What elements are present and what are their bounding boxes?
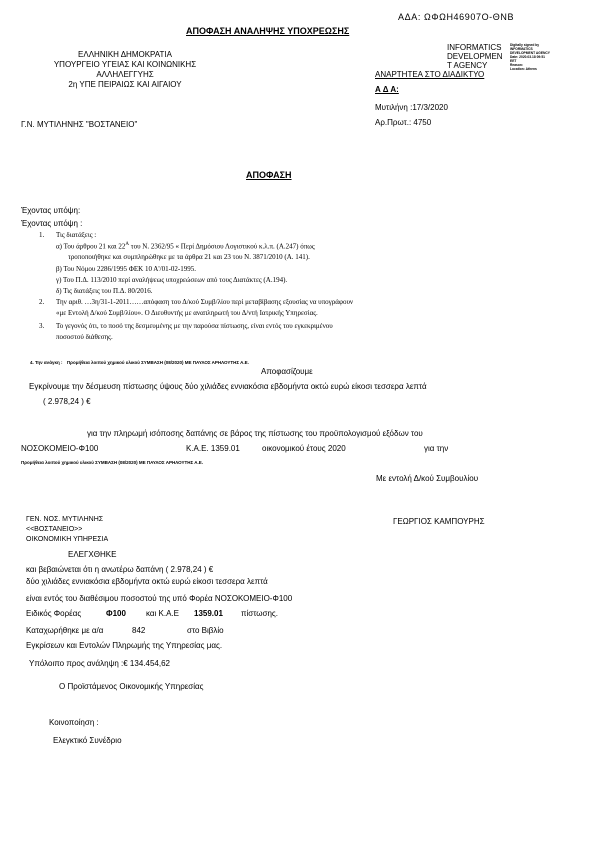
budget-year: οικονομικού έτους 2020 <box>262 444 346 453</box>
list-number: 3. <box>39 322 45 330</box>
we-decide-label: Αποφασίζουμε <box>261 367 313 376</box>
stamp-line: INFORMATICS <box>447 43 502 52</box>
org-line: ΕΛΛΗΝΙΚΗ ΔΗΜΟΚΡΑΤΙΑ <box>78 50 172 59</box>
registry-number: 842 <box>132 626 146 635</box>
stamp-detail: Location: Athens <box>510 67 537 71</box>
stamp-detail: EET <box>510 59 517 63</box>
stamp-detail: Digitally signed by <box>510 43 540 47</box>
kae-value: 1359.01 <box>194 609 223 618</box>
special-bearer-value: Φ100 <box>106 609 126 618</box>
organization-block <box>20 50 230 90</box>
ada-top: ΑΔΑ: ΩΦΩΗ46907Ο-ΘΝΒ <box>398 12 515 22</box>
stamp-details <box>510 43 550 71</box>
budget-bearer: ΝΟΣΟΚΟΜΕΙΟ-Φ100 <box>21 444 99 453</box>
considering-label: Έχοντας υπόψη: <box>21 206 81 215</box>
financial-org-line: ΟΙΚΟΝΟΜΙΚΗ ΥΠΗΡΕΣΙΑ <box>26 536 109 543</box>
org-line: 2η ΥΠΕ ΠΕΙΡΑΙΩΣ ΚΑΙ ΑΙΓΑΙΟΥ <box>68 80 182 89</box>
anartitea-label: ΑΝΑΡΤΗΤΕΑ ΣΤΟ ΔΙΑΔΙΚΤΥΟ <box>375 70 485 79</box>
purpose-label: για την <box>424 444 449 453</box>
list-item-title: Τις διατάξεις : <box>56 231 97 239</box>
book-label: στο Βιβλίο <box>187 626 224 635</box>
certification-text: και βεβαιώνεται ότι η ανωτέρω δαπάνη ( 2.978,24 ) € <box>26 565 214 574</box>
approvals-book-text: Εγκρίσεων και Εντολών Πληρωμής της Υπηρεσίας μας. <box>26 641 223 650</box>
credit-label: πίστωσης. <box>241 609 278 618</box>
list-item-text: «με Εντολή Δ/κού Συμβ/λίου». Ο Διευθυντής με αναπληρωτή του Δ/ντή Ιατρικής Υπηρεσίας. <box>56 309 318 317</box>
document-title: ΑΠΟΦΑΣΗ ΑΝΑΛΗΨΗΣ ΥΠΟΧΡΕΩΣΗΣ <box>186 26 350 36</box>
checked-label: ΕΛΕΓΧΘΗΚΕ <box>68 550 117 559</box>
stamp-detail: Date: 2020.03.18 09:51 <box>510 55 546 59</box>
sub-item-b: β) Του Νόμου 2286/1995 ΦΕΚ 10 Α'/01-02-1995. <box>56 265 196 273</box>
stamp-detail: DEVELOPMENT AGENCY <box>510 51 550 55</box>
decision-title: ΑΠΟΦΑΣΗ <box>246 170 292 180</box>
superscript: Α <box>125 242 129 247</box>
remaining-label: Υπόλοιπο προς ανάληψη :€ <box>29 659 128 668</box>
sub-item-d: δ) Τις διατάξεις του Π.Δ. 80/2016. <box>56 287 153 295</box>
remaining-value: 134.454,62 <box>129 659 170 668</box>
list-item-text: Το γεγονός ότι, το ποσό της δεσμευμένης με την παρούσα πίστωσης, είναι εντός του εγκεκριμένου <box>56 322 333 330</box>
list-number: 2. <box>39 298 45 306</box>
need-label: 4. Την ανάγκη : <box>30 360 63 365</box>
special-bearer-label: Ειδικός Φορέας <box>26 609 82 618</box>
stamp-detail: INFORMATICS <box>510 47 533 51</box>
ada-label: Α Δ Α: <box>375 85 399 94</box>
financial-org-line: ΓΕΝ. ΝΟΣ. ΜΥΤΙΛΗΝΗΣ <box>26 516 104 523</box>
board-order: Με εντολή Δ/κού Συμβουλίου <box>376 474 479 483</box>
list-number: 1. <box>39 231 45 239</box>
sub-item-a <box>56 242 315 250</box>
amount-in-words: δύο χιλιάδες εννιακόσια εβδομήντα οκτώ ευρώ είκοσι τεσσερα λεπτά <box>26 577 268 586</box>
stamp-line: DEVELOPMEN <box>447 52 503 61</box>
hospital-name: Γ.Ν. ΜΥΤΙΛΗΝΗΣ "ΒΟΣΤΑΝΕΙΟ" <box>21 120 138 129</box>
need-line <box>30 351 249 369</box>
payment-text: για την πληρωμή ισόποσης δαπάνης σε βάρος της πίστωσης του προϋπολογισμού εξόδων του <box>87 429 423 438</box>
financial-org-line: <<ΒΟΣΤΑΝΕΙΟ>> <box>26 526 83 533</box>
signer-name: ΓΕΩΡΓΙΟΣ ΚΑΜΠΟΥΡΗΣ <box>393 517 485 526</box>
sub-item-a-text: του Ν. 2362/95 « Περί Δημόσιου Λογιστικού κ.λ.π. (Α.247) όπως <box>130 242 315 251</box>
approval-amount: ( 2.978,24 ) € <box>43 397 91 406</box>
purpose-text: Προμήθεια λοιπού χημικού υλικού ΣΥΜΒΑΣΗ (08/2020) ΜΕ ΠΑΥΛΟΣ ΑΡΗΛΟΥΤΗΣ Α.Ε. <box>21 460 203 465</box>
protocol-number: Αρ.Πρωτ.: 4750 <box>375 118 432 127</box>
org-line: ΑΛΛΗΛΕΓΓΥΗΣ <box>96 70 154 79</box>
sub-item-a-continuation: τροποποιήθηκε και συμπληρώθηκε με τα άρθρα 21 και 23 του Ν. 3871/2010 (Α. 141). <box>68 253 310 261</box>
list-item-text: Την αριθ. …3η/31-1-2011……απόφαση του Δ/κού Συμβ/λίου περί μεταβίβασης εξουσίας να υπογράφουν <box>56 298 354 306</box>
availability-text: είναι εντός του διαθέσιμου ποσοστού της υπό Φορέα ΝΟΣΟΚΟΜΕΙΟ-Φ100 <box>26 594 293 603</box>
stamp-detail: Reason: <box>510 63 524 67</box>
considering-label: Έχοντας υπόψη : <box>21 219 83 228</box>
notification-recipient: Ελεγκτικό Συνέδριο <box>53 736 122 745</box>
approval-text: Εγκρίνουμε την δέσμευση πίστωσης ύψους δύο χιλιάδες εννιακόσια εβδομήντα οκτώ ευρώ είκοσι τεσσερα λεπτά <box>29 382 427 391</box>
stamp-line: T AGENCY <box>447 61 488 70</box>
org-line: ΥΠΟΥΡΓΕΙΟ ΥΓΕΙΑΣ ΚΑΙ ΚΟΙΝΩΝΙΚΗΣ <box>53 60 197 69</box>
sub-item-g: γ) Του Π.Δ. 113/2010 περί αναλήψεως υποχρεώσεων από τους Διατάκτες (Α.194). <box>56 276 288 284</box>
list-item-text: ποσοστού διάθεσης. <box>56 333 113 341</box>
registered-label: Καταχωρήθηκε με α/α <box>26 626 104 635</box>
financial-head-title: Ο Προϊστάμενος Οικονομικής Υπηρεσίας <box>59 682 204 691</box>
signature-stamp <box>447 43 503 70</box>
document-date: Μυτιλήνη :17/3/2020 <box>375 103 448 112</box>
budget-kae: Κ.Α.Ε. 1359.01 <box>186 444 240 453</box>
notification-label: Κοινοποίηση : <box>49 718 99 727</box>
kae-label: και Κ.Α.Ε <box>146 609 179 618</box>
remaining-balance <box>29 659 170 668</box>
sub-item-a-text: α) Του άρθρου 21 και 22 <box>56 242 126 251</box>
need-text: Προμήθεια λοιπού χημικού υλικού ΣΥΜΒΑΣΗ (08/2020) ΜΕ ΠΑΥΛΟΣ ΑΡΗΛΟΥΤΗΣ Α.Ε. <box>66 360 249 365</box>
financial-org-block <box>26 515 108 545</box>
